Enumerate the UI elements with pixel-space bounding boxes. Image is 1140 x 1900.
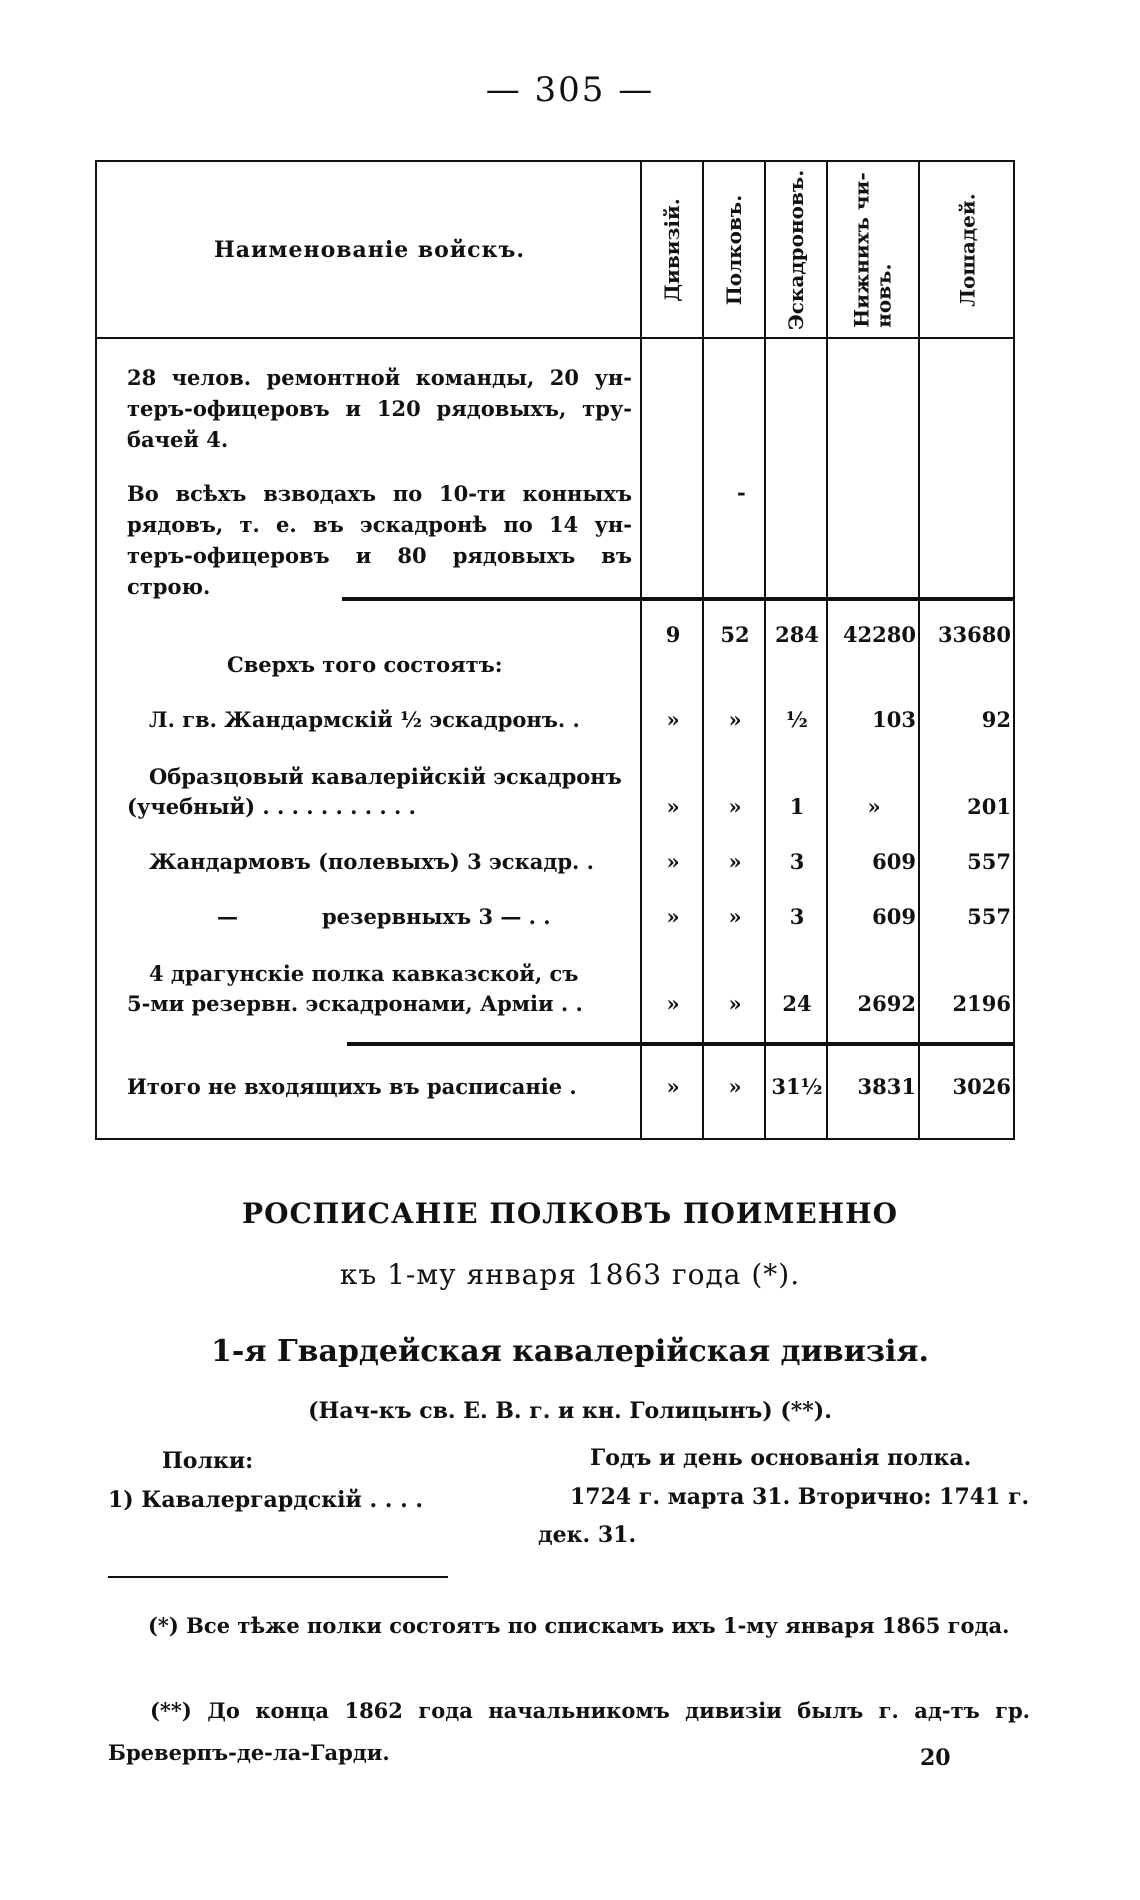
- row-name: Жандармовъ (полевыхъ) 3 эскадр. .: [149, 849, 594, 874]
- extra-heading: Сверхъ того состоятъ:: [227, 652, 503, 677]
- row-lower-ranks: 103: [872, 707, 916, 732]
- final-squadrons: 31½: [771, 1074, 823, 1099]
- row-squadrons: 3: [789, 849, 805, 874]
- row-name: резервныхъ 3 — . .: [322, 904, 551, 929]
- header-divider: [97, 337, 1013, 339]
- section-date: къ 1-му января 1863 года (*).: [339, 1258, 801, 1291]
- row-regiments: »: [728, 707, 742, 732]
- row-name: Образцовый кавалерійскій эскадронъ: [149, 764, 622, 789]
- total-squadrons: 284: [775, 622, 819, 647]
- final-lower-ranks: 3831: [857, 1074, 916, 1099]
- note-remount: 28 челов. ремонтной команды, 20 ун-теръ-офицеровъ и 120 рядовыхъ, тру-бачей 4.: [127, 365, 632, 452]
- section-title: РОСПИСАНІЕ ПОЛКОВЪ ПОИМЕННО: [242, 1197, 898, 1230]
- row-name: (учебный) . . . . . . . . . . .: [127, 794, 416, 819]
- total-lower-ranks: 42280: [842, 622, 916, 647]
- printer-signature: 20: [920, 1745, 951, 1771]
- division-title: 1-я Гвардейская кавалерійская дивизія.: [211, 1334, 929, 1369]
- row-regiments: »: [728, 991, 742, 1016]
- founding-label: Годъ и день основанія полка.: [590, 1445, 972, 1471]
- row-regiments: »: [728, 794, 742, 819]
- row-horses: 201: [967, 794, 1011, 819]
- row-divisions: »: [666, 794, 680, 819]
- row-squadrons: 24: [782, 991, 812, 1016]
- final-regiments: »: [728, 1074, 742, 1099]
- header-squadrons: Эскадроновъ.: [784, 169, 809, 330]
- row-squadrons: 1: [789, 794, 805, 819]
- header-troop-name: Наименованіе войскъ.: [214, 236, 525, 263]
- header-divisions: Дивизій.: [660, 197, 685, 302]
- troops-table: [95, 160, 1015, 1140]
- row-name: 5-ми резервн. эскадронами, Арміи . .: [127, 991, 583, 1016]
- final-horses: 3026: [952, 1074, 1011, 1099]
- row-divisions: »: [666, 849, 680, 874]
- regiment-name: 1) Кавалергардскій . . . .: [108, 1487, 424, 1513]
- note-platoons: Во всѣхъ взводахъ по 10-ти конныхъ рядовъ, т. е. въ эскадронѣ по 14 ун-теръ-офицеровъ и 80 рядовыхъ въ строю.: [127, 481, 632, 599]
- footnote-divider: [108, 1576, 448, 1578]
- total-regiments: 52: [720, 622, 750, 647]
- regiments-label: Полки:: [162, 1448, 254, 1474]
- row-squadrons: 3: [789, 904, 805, 929]
- row-horses: 92: [981, 707, 1011, 732]
- row-divisions: »: [666, 991, 680, 1016]
- regiment-founding-date-cont: дек. 31.: [538, 1522, 637, 1548]
- final-divisions: »: [666, 1074, 680, 1099]
- dash-mark: -: [737, 480, 746, 505]
- header-lower-ranks: Нижнихъ чи- новъ.: [850, 171, 896, 328]
- footnote-1: (*) Все тѣже полки состоятъ по спискамъ ихъ 1-му января 1865 года.: [148, 1613, 1010, 1638]
- page-number: — 305 —: [485, 70, 655, 110]
- row-horses: 2196: [952, 991, 1011, 1016]
- row-name: 4 драгунскіе полка кавказской, съ: [149, 961, 579, 986]
- row-divisions: »: [666, 904, 680, 929]
- total-horses: 33680: [937, 622, 1011, 647]
- section-rule: [342, 597, 1013, 601]
- row-lower-ranks: »: [867, 794, 881, 819]
- row-name: Л. гв. Жандармскій ½ эскадронъ. .: [149, 707, 580, 732]
- total-divisions: 9: [665, 622, 681, 647]
- section-rule: [347, 1042, 1013, 1046]
- row-horses: 557: [967, 904, 1011, 929]
- row-divisions: »: [666, 707, 680, 732]
- row-horses: 557: [967, 849, 1011, 874]
- row-name-dash: —: [217, 904, 238, 929]
- header-regiments: Полковъ.: [722, 194, 746, 305]
- row-lower-ranks: 609: [872, 904, 916, 929]
- commander-line: (Нач-къ св. Е. В. г. и кн. Голицынъ) (**).: [308, 1398, 832, 1424]
- row-regiments: »: [728, 904, 742, 929]
- row-regiments: »: [728, 849, 742, 874]
- row-squadrons: ½: [786, 707, 808, 732]
- row-lower-ranks: 2692: [857, 991, 916, 1016]
- footnote-2: (**) До конца 1862 года начальникомъ дивизіи былъ г. ад-тъ гр. Бреверпъ-де-ла-Гарди.: [108, 1698, 1030, 1765]
- final-row-name: Итого не входящихъ въ расписаніе .: [127, 1074, 577, 1099]
- row-lower-ranks: 609: [872, 849, 916, 874]
- header-horses: Лошадей.: [955, 192, 980, 307]
- regiment-founding-date: 1724 г. марта 31. Вторично: 1741 г.: [570, 1484, 1030, 1510]
